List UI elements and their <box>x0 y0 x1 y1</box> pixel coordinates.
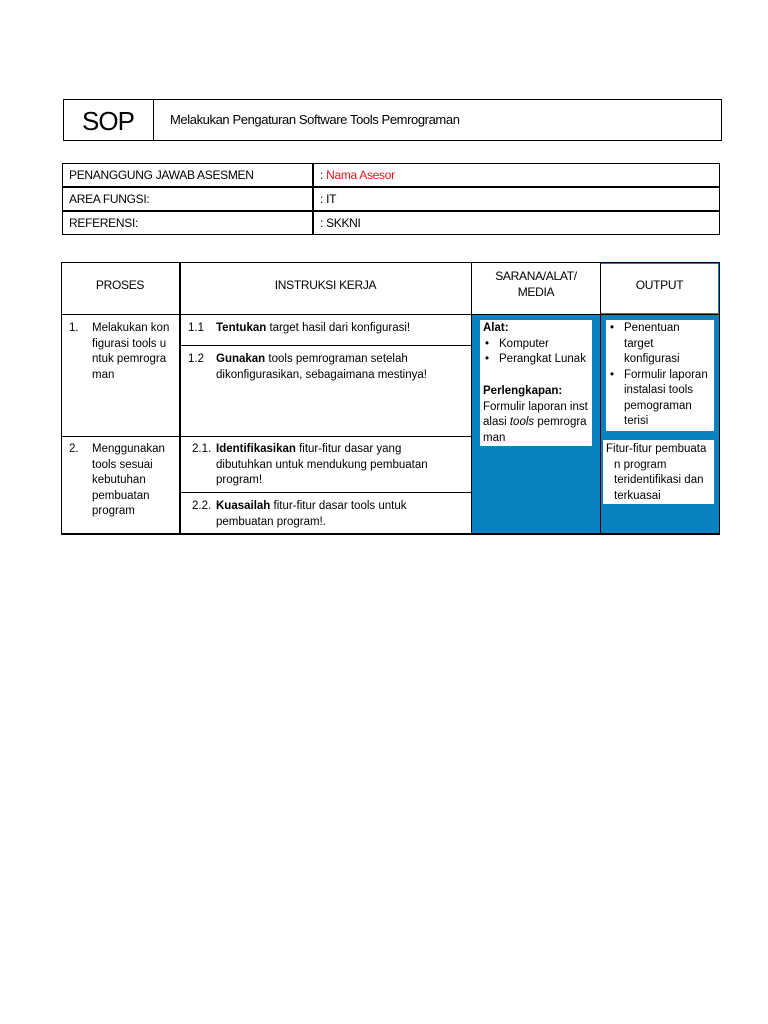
proses-number: 1. <box>69 322 79 334</box>
info-value-referensi: : SKKNI <box>320 216 361 230</box>
output-list <box>608 321 708 430</box>
header-sarana <box>472 269 600 299</box>
proses-line: tools sesuai <box>92 458 153 471</box>
info-label-penanggung: PENANGGUNG JAWAB ASESMEN <box>69 168 254 182</box>
output-line: pemograman <box>624 399 692 412</box>
info-prefix: : <box>320 168 327 182</box>
instruksi-verb: Identifikasikan <box>216 443 296 455</box>
proses-line: Menggunakan <box>92 443 165 455</box>
alat-item: • Komputer <box>483 337 586 353</box>
info-divider <box>312 163 314 187</box>
instruksi-text <box>216 321 410 337</box>
perlengkapan-line: man <box>483 431 506 444</box>
info-divider <box>312 187 314 211</box>
output-line: • Formulir laporan <box>624 368 708 381</box>
instruksi-text <box>216 442 428 489</box>
header-proses: PROSES <box>95 278 145 292</box>
instruksi-verb: Gunakan <box>216 353 266 365</box>
col-divider <box>179 262 181 535</box>
proses-line: program <box>92 505 135 517</box>
row-divider <box>61 436 472 437</box>
proses-line: kebutuhan <box>92 474 146 486</box>
perlengkapan-line <box>483 415 588 431</box>
info-row-area <box>62 187 720 211</box>
perlengkapan-line: Formulir laporan inst <box>483 400 588 413</box>
proses-line: Melakukan kon <box>92 322 170 334</box>
instruksi-line: target hasil dari konfigurasi! <box>266 322 411 334</box>
instruksi-line: pembuatan program!. <box>216 515 326 528</box>
alat-label: Alat: <box>483 322 509 334</box>
header-row-divider <box>61 314 720 315</box>
instruksi-number: 2.1. <box>192 443 212 455</box>
perlengkapan-part: pemrogra <box>534 416 587 428</box>
instruksi-text <box>216 499 406 530</box>
row-divider <box>180 492 472 493</box>
output-line: • Penentuan <box>624 322 680 334</box>
output-line: target <box>624 337 654 350</box>
proses-line: man <box>92 368 115 381</box>
header-output: OUTPUT <box>635 278 684 292</box>
proses-line: pembuatan <box>92 489 150 502</box>
info-label-area: AREA FUNGSI: <box>69 192 150 206</box>
instruksi-line: fitur-fitur dasar tools untuk <box>270 500 407 512</box>
sop-title: Melakukan Pengaturan Software Tools Pemrograman <box>170 112 460 127</box>
sop-label: SOP <box>82 106 134 136</box>
proses-line: figurasi tools u <box>92 337 167 350</box>
instruksi-number: 1.1 <box>188 322 204 334</box>
output-second <box>606 442 706 504</box>
output-line: konfigurasi <box>624 353 680 365</box>
output-line: terkuasai <box>614 489 661 502</box>
col-divider <box>600 262 601 535</box>
sop-divider <box>153 99 154 141</box>
output-line: terisi <box>624 415 649 427</box>
output-item <box>608 321 708 368</box>
output-line: teridentifikasi dan <box>614 474 704 486</box>
info-value-penanggung <box>320 168 395 182</box>
instruksi-number: 2.2. <box>192 500 212 512</box>
perlengkapan-italic: tools <box>509 416 535 428</box>
proses-text <box>92 321 178 383</box>
proses-line: ntuk pemrogra <box>92 353 167 365</box>
header-sarana-line2: MEDIA <box>517 285 555 299</box>
info-row-referensi <box>62 211 720 235</box>
info-divider <box>312 211 314 235</box>
output-line: instalasi tools <box>624 384 694 396</box>
instruksi-verb: Tentukan <box>216 322 267 334</box>
perlengkapan-part: alasi <box>483 416 510 428</box>
header-sarana-line1: SARANA/ALAT/ <box>495 269 577 283</box>
instruksi-line: dikonfigurasikan, sebagaimana mestinya! <box>216 368 427 381</box>
output-line: n program <box>614 458 667 471</box>
header-instruksi: INSTRUKSI KERJA <box>274 278 377 292</box>
proses-text <box>92 442 178 520</box>
col-divider <box>471 262 472 535</box>
output-item <box>608 368 708 430</box>
instruksi-text <box>216 352 427 383</box>
alat-item: • Perangkat Lunak <box>483 352 586 368</box>
assessor-name: Nama Asesor <box>326 168 395 182</box>
row-divider <box>180 345 472 346</box>
instruksi-line: program! <box>216 474 263 486</box>
instruksi-number: 1.2 <box>188 353 204 365</box>
info-value-area: : IT <box>320 192 337 206</box>
instruksi-line: tools pemrograman setelah <box>265 353 408 365</box>
instruksi-line: fitur-fitur dasar yang <box>295 443 402 455</box>
proses-number: 2. <box>69 443 79 455</box>
perlengkapan-content <box>483 384 588 446</box>
alat-content <box>483 321 586 368</box>
info-label-referensi: REFERENSI: <box>69 216 139 230</box>
perlengkapan-label: Perlengkapan: <box>483 385 563 397</box>
instruksi-verb: Kuasailah <box>216 500 271 512</box>
instruksi-line: dibutuhkan untuk mendukung pembuatan <box>216 458 428 471</box>
output-line: Fitur-fitur pembuata <box>606 443 707 455</box>
